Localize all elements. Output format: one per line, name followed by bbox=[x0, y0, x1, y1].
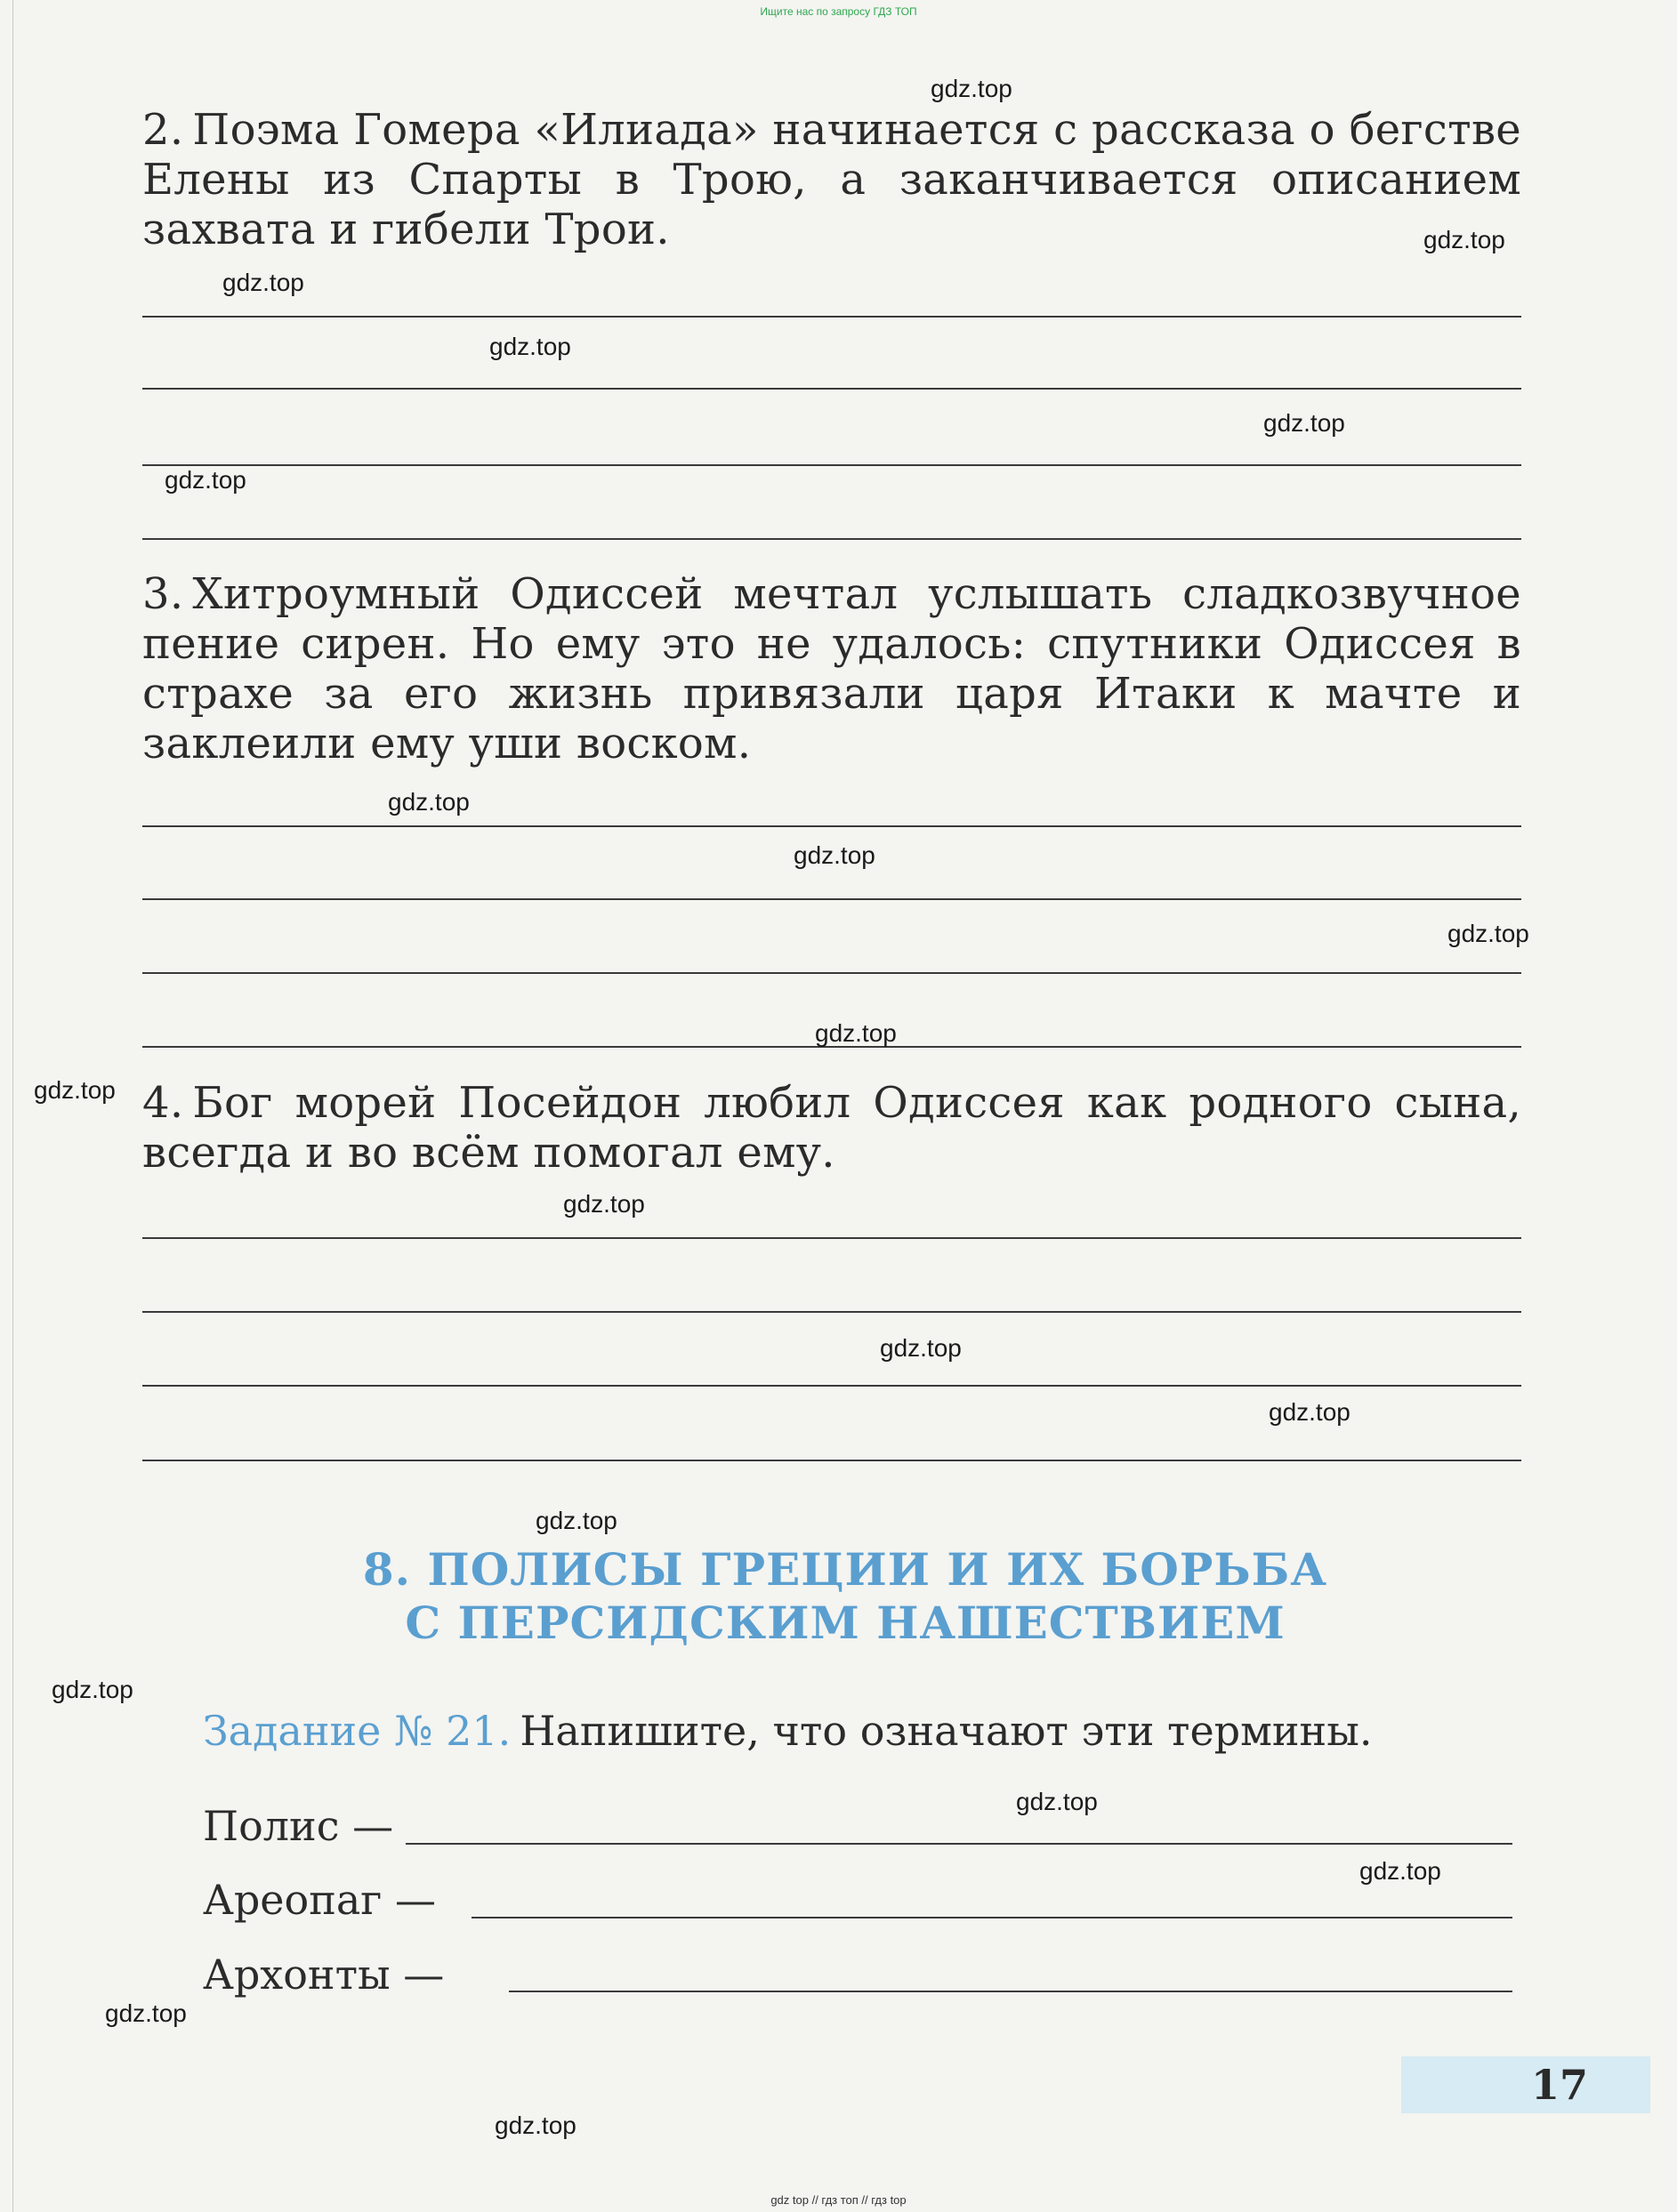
watermark: gdz.top bbox=[931, 75, 1012, 102]
answer-line[interactable] bbox=[142, 464, 1521, 466]
answer-line[interactable] bbox=[142, 316, 1521, 318]
answer-line[interactable] bbox=[142, 388, 1521, 390]
term-areopag: Ареопаг — bbox=[203, 1876, 437, 1924]
term-answer-line[interactable] bbox=[406, 1843, 1512, 1845]
statement-4 bbox=[142, 1078, 1521, 1178]
answer-line[interactable] bbox=[142, 1460, 1521, 1461]
watermark: gdz.top bbox=[495, 2111, 576, 2139]
statement-text: Хитроумный Одиссей мечтал услышать сладкозвучное пение сирен. Но ему это не удалось: спутники Одиссея в страхе за его жизнь привязали царя Итаки к мачте и заклеили ему уши воском. bbox=[142, 569, 1521, 768]
watermark: gdz.top bbox=[815, 1019, 897, 1047]
statement-number: 2. bbox=[142, 105, 184, 155]
term-arkhonty: Архонты — bbox=[203, 1951, 445, 1999]
bottom-banner: gdz top // гдз топ // гдз top bbox=[770, 2193, 907, 2207]
watermark: gdz.top bbox=[222, 269, 304, 296]
task-instruction: Напишите, что означают эти термины. bbox=[520, 1707, 1373, 1755]
page-edge bbox=[12, 0, 13, 2212]
section-title-line-2: С ПЕРСИДСКИМ НАШЕСТВИЕМ bbox=[405, 1597, 1286, 1649]
term-answer-line[interactable] bbox=[472, 1917, 1512, 1918]
term-answer-line[interactable] bbox=[509, 1991, 1512, 1992]
watermark: gdz.top bbox=[52, 1676, 133, 1703]
statement-2 bbox=[142, 105, 1521, 254]
statement-text: Бог морей Посейдон любил Одиссея как родного сына, всегда и во всём помогал ему. bbox=[142, 1078, 1521, 1178]
answer-line[interactable] bbox=[142, 538, 1521, 540]
top-banner: Ищите нас по запросу ГДЗ ТОП bbox=[760, 5, 917, 18]
statement-text: Поэма Гомера «Илиада» начинается с рассказа о бегстве Елены из Спарты в Трою, а заканчивается описанием захвата и гибели Трои. bbox=[142, 105, 1521, 254]
watermark: gdz.top bbox=[105, 1999, 187, 2027]
statement-number: 3. bbox=[142, 569, 184, 619]
task-21 bbox=[203, 1706, 1372, 1756]
watermark: gdz.top bbox=[34, 1076, 116, 1104]
watermark: gdz.top bbox=[880, 1334, 962, 1362]
term-polis: Полис — bbox=[203, 1802, 394, 1850]
watermark: gdz.top bbox=[1263, 409, 1345, 437]
watermark: gdz.top bbox=[1447, 920, 1529, 947]
answer-line[interactable] bbox=[142, 898, 1521, 900]
answer-line[interactable] bbox=[142, 972, 1521, 974]
watermark: gdz.top bbox=[1016, 1788, 1098, 1815]
answer-line[interactable] bbox=[142, 1385, 1521, 1387]
statement-3 bbox=[142, 569, 1521, 768]
watermark: gdz.top bbox=[563, 1190, 645, 1218]
watermark: gdz.top bbox=[536, 1507, 617, 1534]
watermark: gdz.top bbox=[1359, 1857, 1441, 1885]
watermark: gdz.top bbox=[1269, 1398, 1350, 1426]
watermark: gdz.top bbox=[1423, 226, 1505, 253]
watermark: gdz.top bbox=[388, 788, 470, 816]
section-title-line-1: 8. ПОЛИСЫ ГРЕЦИИ И ИХ БОРЬБА bbox=[362, 1543, 1328, 1596]
watermark: gdz.top bbox=[794, 841, 875, 869]
page-number: 17 bbox=[1530, 2061, 1588, 2109]
watermark: gdz.top bbox=[489, 333, 571, 360]
watermark: gdz.top bbox=[165, 466, 246, 494]
answer-line[interactable] bbox=[142, 825, 1521, 827]
answer-line[interactable] bbox=[142, 1237, 1521, 1239]
answer-line[interactable] bbox=[142, 1311, 1521, 1313]
task-number: Задание № 21. bbox=[203, 1707, 512, 1755]
statement-number: 4. bbox=[142, 1078, 184, 1128]
